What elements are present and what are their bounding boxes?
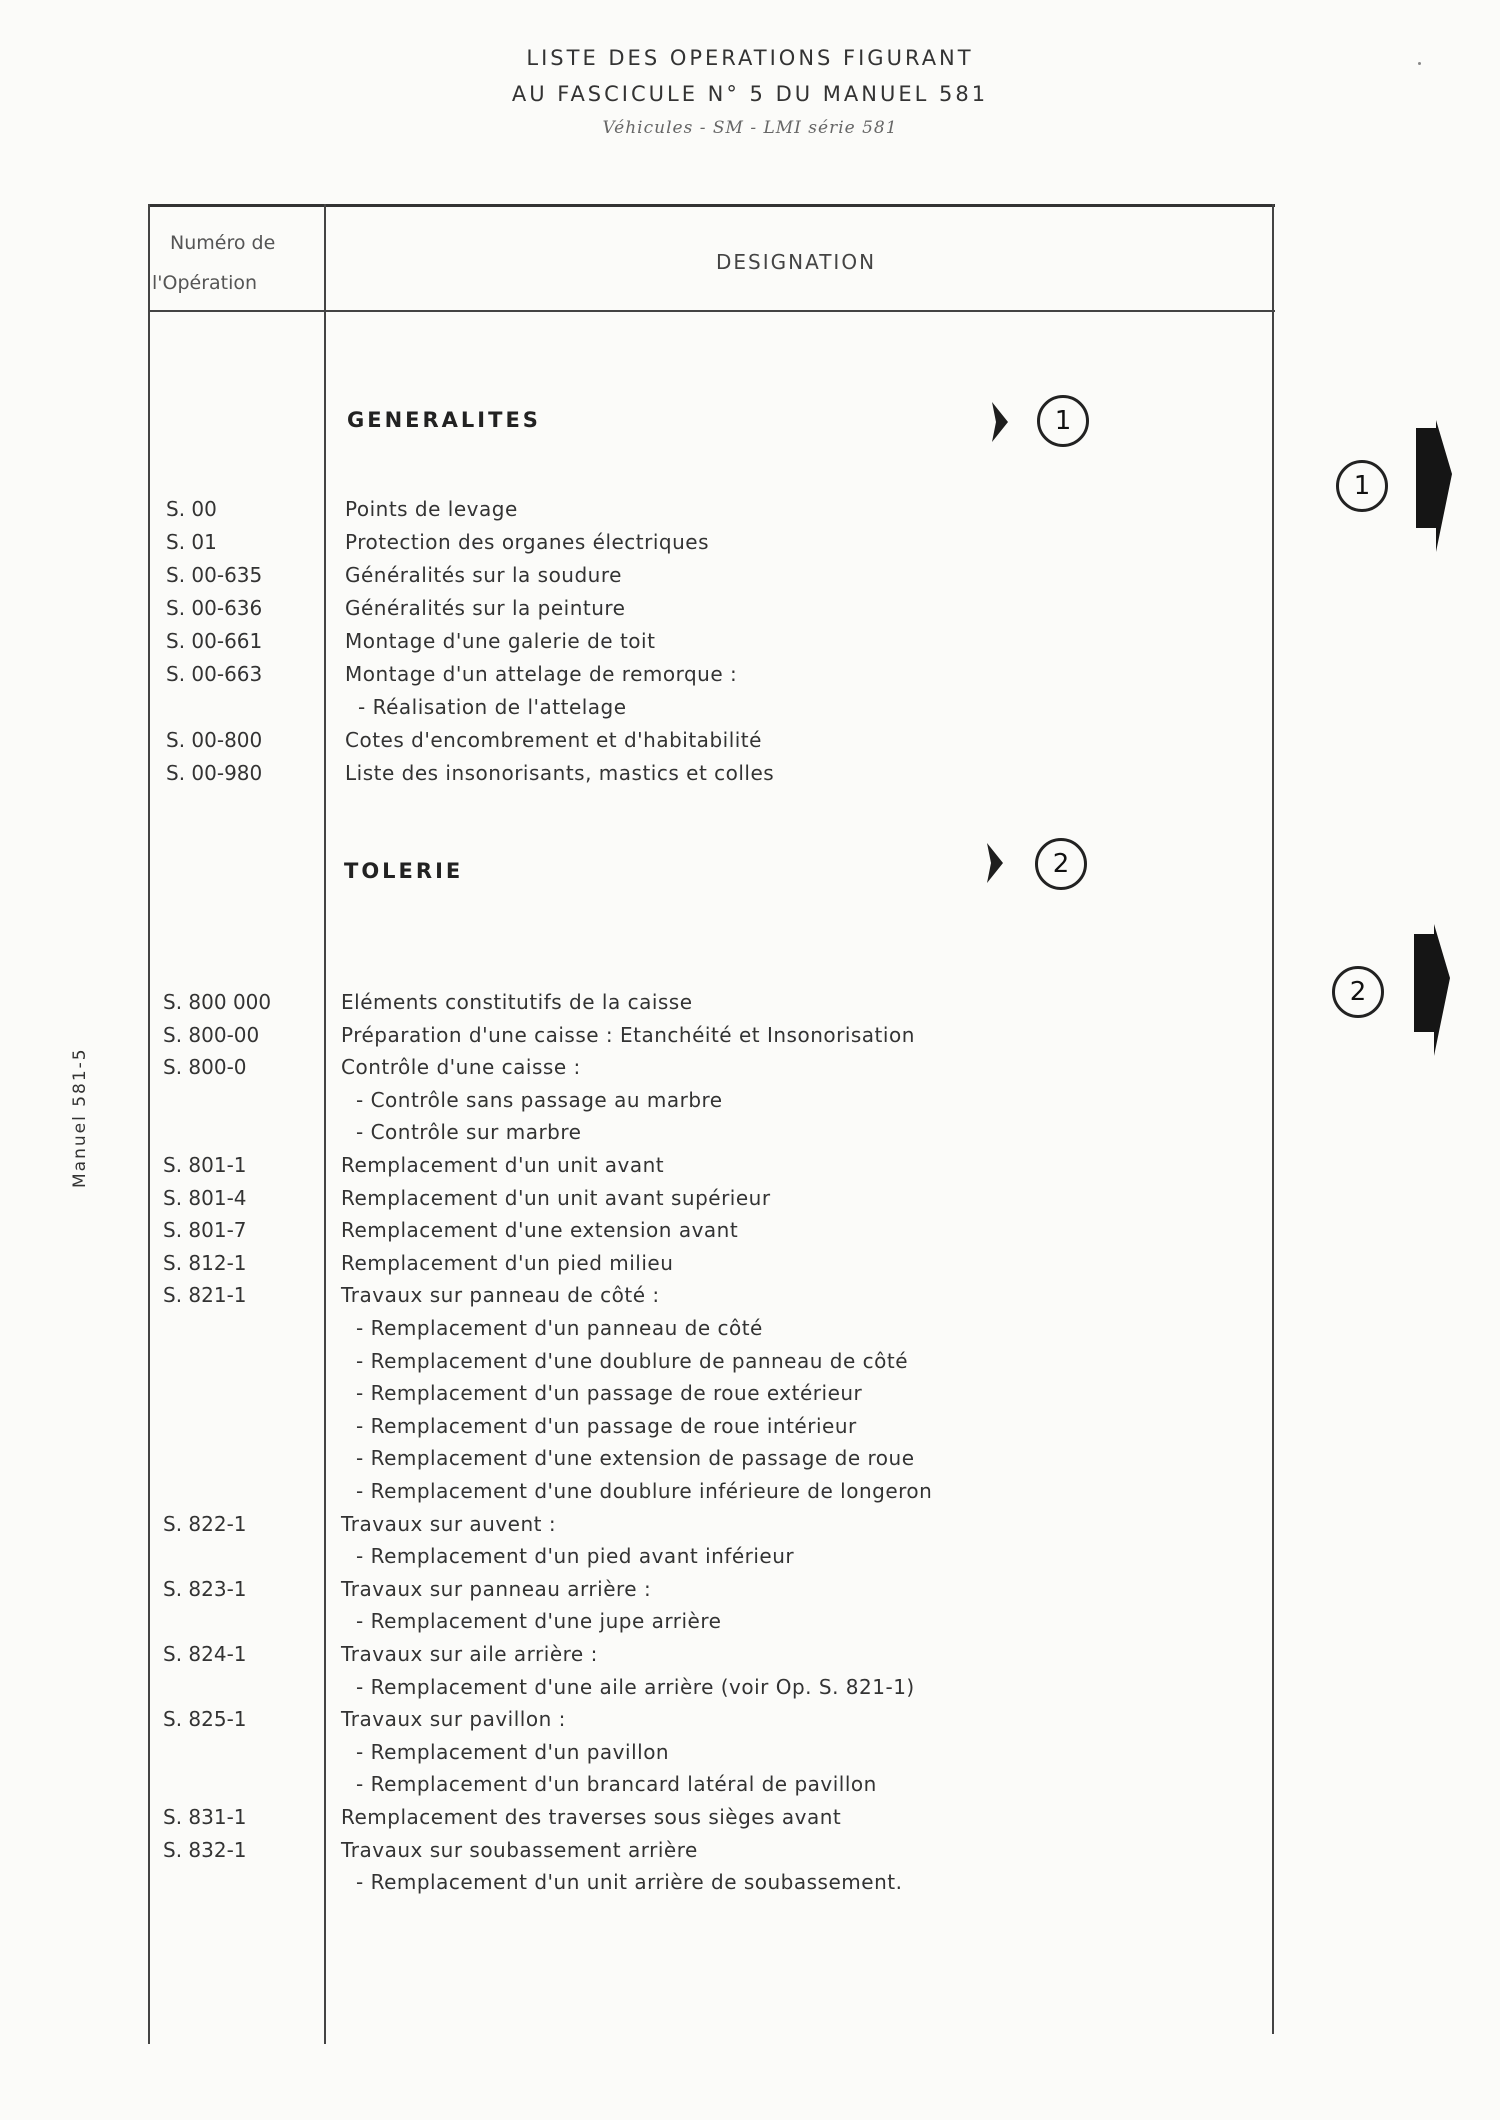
margin-tab-arrow-icon — [1412, 420, 1454, 552]
operation-designation: Travaux sur aile arrière : — [341, 1642, 598, 1666]
circled-number-icon — [1035, 838, 1087, 890]
operation-designation: Montage d'un attelage de remorque : — [345, 662, 738, 686]
operation-code: S. 823-1 — [163, 1576, 247, 1601]
operation-code: S. 00-980 — [166, 761, 263, 785]
operation-designation: Travaux sur pavillon : — [341, 1707, 566, 1732]
operation-designation: Travaux sur panneau de côté : — [341, 1283, 660, 1308]
operation-sub-item: - Remplacement d'une extension de passage de roue — [356, 1446, 915, 1471]
operation-sub-item: - Remplacement d'une jupe arrière — [356, 1609, 722, 1634]
operation-sub-item: - Contrôle sur marbre — [356, 1120, 582, 1145]
operation-designation: Remplacement d'une extension avant — [341, 1218, 739, 1243]
doc-subtitle: Véhicules - SM - LMI série 581 — [602, 118, 898, 138]
circled-number-icon — [1332, 966, 1384, 1018]
section-marker-number: 1 — [1054, 406, 1072, 436]
operation-code: S. 800-0 — [163, 1055, 247, 1080]
operation-code: S. 812-1 — [163, 1250, 247, 1275]
operation-sub-item: - Remplacement d'un panneau de côté — [356, 1316, 763, 1340]
section-title-tolerie: TOLERIE — [344, 859, 464, 883]
operation-sub-item: - Remplacement d'une aile arrière (voir Op. S. 821-1) — [356, 1674, 915, 1699]
operation-sub-item: - Remplacement d'un pavillon — [356, 1739, 670, 1764]
operation-sub-item: - Remplacement d'un unit arrière de soubassement. — [356, 1870, 903, 1895]
table-border-right — [1272, 204, 1274, 2034]
operation-sub-item: - Remplacement d'une doublure inférieure de longeron — [356, 1479, 933, 1503]
operation-designation: Généralités sur la peinture — [345, 596, 626, 620]
circled-number-icon — [1336, 460, 1388, 512]
section-title-generalites: GENERALITES — [347, 408, 541, 432]
margin-marker-number: 1 — [1353, 471, 1371, 501]
side-manual-label: Manuel 581-5 — [70, 1047, 90, 1188]
operation-code: S. 801-4 — [163, 1185, 247, 1210]
doc-title-line1: LISTE DES OPERATIONS FIGURANT — [526, 46, 974, 70]
operation-designation: Liste des insonorisants, mastics et colles — [345, 761, 775, 785]
doc-title-line2: AU FASCICULE N° 5 DU MANUEL 581 — [511, 82, 989, 106]
operation-designation: Travaux sur soubassement arrière — [341, 1837, 698, 1862]
operation-code: S. 00-661 — [166, 629, 263, 653]
operation-designation: Protection des organes électriques — [345, 530, 710, 554]
operation-code: S. 801-7 — [163, 1218, 247, 1243]
operation-designation: Montage d'une galerie de toit — [345, 629, 656, 653]
operation-designation: Remplacement des traverses sous sièges avant — [341, 1805, 842, 1829]
operation-designation: Eléments constitutifs de la caisse — [341, 990, 693, 1014]
table-border-left — [148, 204, 150, 2044]
operation-code: S. 00-663 — [166, 662, 263, 686]
table-column-divider — [324, 204, 326, 2044]
operation-designation: Travaux sur panneau arrière : — [341, 1576, 652, 1601]
arrow-marker-icon — [985, 841, 1005, 885]
table-header-divider — [148, 310, 1275, 312]
section-marker-number: 2 — [1052, 849, 1070, 879]
table-border-top — [148, 204, 1275, 207]
col-header-number-line2: l'Opération — [152, 272, 258, 294]
operation-designation: Remplacement d'un pied milieu — [341, 1250, 674, 1275]
operation-sub-item: - Remplacement d'un brancard latéral de pavillon — [356, 1772, 877, 1797]
operation-code: S. 801-1 — [163, 1153, 247, 1177]
operation-sub-item: - Remplacement d'un passage de roue intérieur — [356, 1413, 857, 1438]
margin-tab-arrow-icon — [1410, 924, 1452, 1056]
arrow-marker-icon — [990, 400, 1010, 444]
page-speck — [1418, 62, 1421, 65]
operation-code: S. 00-800 — [166, 728, 263, 752]
operation-sub-item: - Remplacement d'un pied avant inférieur — [356, 1544, 795, 1569]
operation-code: S. 00-636 — [166, 596, 263, 620]
operation-code: S. 821-1 — [163, 1283, 247, 1308]
operation-designation: Généralités sur la soudure — [345, 563, 622, 587]
operation-sub-item: - Contrôle sans passage au marbre — [356, 1087, 723, 1112]
operation-code: S. 800 000 — [163, 990, 272, 1014]
operation-code: S. 800-00 — [163, 1022, 260, 1047]
operation-sub-item: - Remplacement d'une doublure de panneau de côté — [356, 1348, 909, 1373]
operation-code: S. 00 — [166, 497, 217, 521]
operation-code: S. 01 — [166, 530, 217, 554]
operation-designation: Cotes d'encombrement et d'habitabilité — [345, 728, 762, 752]
operation-code: S. 822-1 — [163, 1511, 247, 1536]
col-header-number-line1: Numéro de — [170, 232, 276, 254]
operation-sub-item: - Remplacement d'un passage de roue extérieur — [356, 1381, 863, 1406]
operation-code: S. 00-635 — [166, 563, 263, 587]
operation-code: S. 824-1 — [163, 1642, 247, 1666]
operation-code: S. 831-1 — [163, 1805, 247, 1829]
margin-marker-number: 2 — [1349, 977, 1367, 1007]
operation-code: S. 832-1 — [163, 1837, 247, 1862]
operation-code: S. 825-1 — [163, 1707, 247, 1732]
circled-number-icon — [1037, 395, 1089, 447]
operation-designation: Contrôle d'une caisse : — [341, 1055, 581, 1080]
operation-sub-item: - Réalisation de l'attelage — [358, 695, 627, 719]
operation-designation: Préparation d'une caisse : Etanchéité et Insonorisation — [341, 1022, 915, 1047]
operation-designation: Remplacement d'un unit avant supérieur — [341, 1185, 771, 1210]
operation-designation: Travaux sur auvent : — [341, 1511, 557, 1536]
operation-designation: Remplacement d'un unit avant — [341, 1153, 665, 1177]
col-header-designation: DESIGNATION — [716, 250, 877, 274]
operation-designation: Points de levage — [345, 497, 518, 521]
